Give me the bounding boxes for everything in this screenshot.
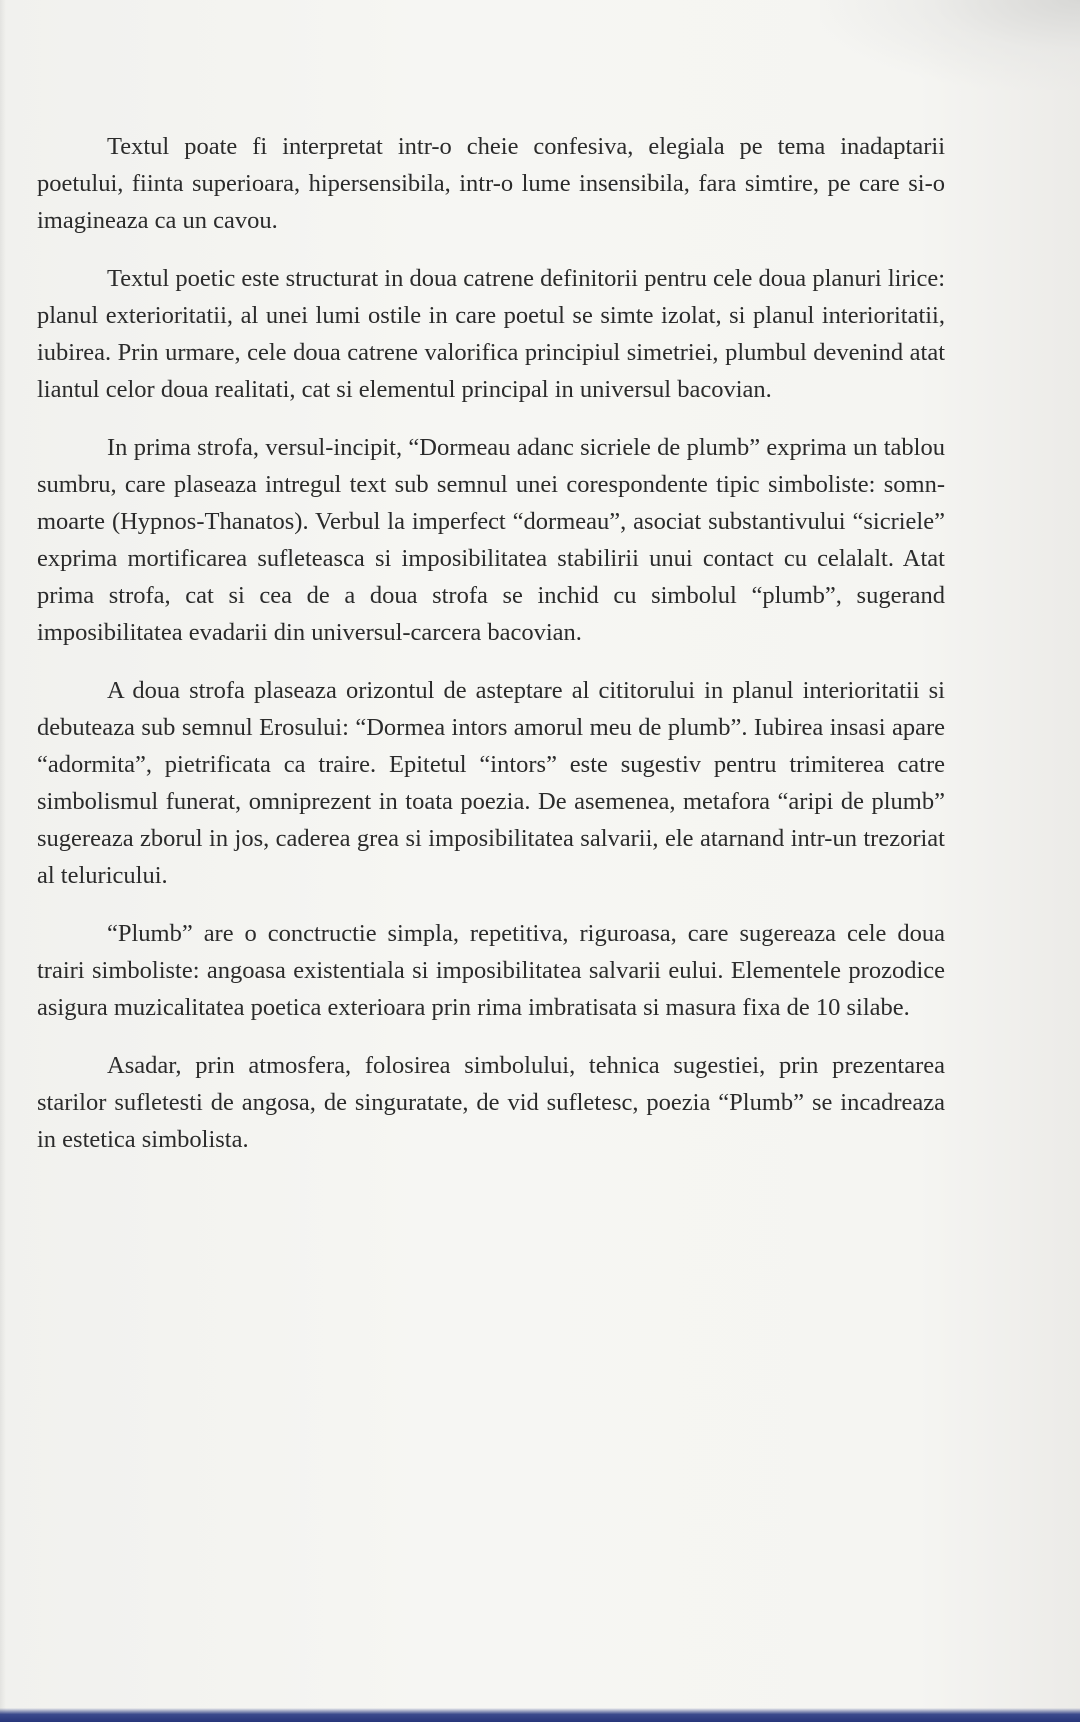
scan-shadow	[820, 0, 1080, 90]
paragraph-prosody: “Plumb” are o conctructie simpla, repetitiva, riguroasa, care sugereaza cele doua trairi simboliste: angoasa existentiala si imposibilitatea salvarii eului. Elementele prozodice asigura muzicalitatea poetica exterioara prin rima imbratisata si masura fixa de 10 silabe.	[37, 920, 945, 1021]
essay-body	[37, 128, 945, 1179]
page-left-edge	[0, 0, 6, 1722]
paragraph-conclusion: Asadar, prin atmosfera, folosirea simbolului, tehnica sugestiei, prin prezentarea starilor sufletesti de angosa, de singuratate, de vid sufletesc, poezia “Plumb” se incadreaza in estetica simbolista.	[37, 1052, 945, 1153]
paragraph-second-stanza: A doua strofa plaseaza orizontul de asteptare al cititorului in planul interioritatii si debuteaza sub semnul Erosului: “Dormea intors amorul meu de plumb”. Iubirea insasi apare “adormita”, pietrificata ca traire. Epitetul “intors” este sugestiv pentru trimiterea catre simbolismul funerat, omniprezent in toata poezia. De asemenea, metafora “aripi de plumb” sugereaza zborul in jos, caderea grea si imposibilitatea salvarii, ele atarnand intr-un trezoriat al teluricului.	[37, 677, 945, 889]
paragraph-first-stanza: In prima strofa, versul-incipit, “Dormeau adanc sicriele de plumb” exprima un tablou sumbru, care plaseaza intregul text sub semnul unei corespondente tipic simboliste: somn-moarte (Hypnos-Thanatos). Verbul la imperfect “dormeau”, asociat substantivului “sicriele” exprima mortificarea sufleteasca si imposibilitatea stabilirii unui contact cu celalalt. Atat prima strofa, cat si cea de a doua strofa se inchid cu simbolul “plumb”, sugerand imposibilitatea evadarii din universul-carcera bacovian.	[37, 434, 945, 646]
binder-edge	[0, 1708, 1080, 1722]
paragraph-intro: Textul poate fi interpretat intr-o cheie confesiva, elegiala pe tema inadaptarii poetului, fiinta superioara, hipersensibila, intr-o lume insensibila, fara simtire, pe care si-o imagineaza ca un cavou.	[37, 133, 945, 234]
paragraph-structure: Textul poetic este structurat in doua catrene definitorii pentru cele doua planuri lirice: planul exterioritatii, al unei lumi ostile in care poetul se simte izolat, si planul interioritatii, iubirea. Prin urmare, cele doua catrene valorifica principiul simetriei, plumbul devenind atat liantul celor doua realitati, cat si elementul principal in universul bacovian.	[37, 265, 945, 403]
